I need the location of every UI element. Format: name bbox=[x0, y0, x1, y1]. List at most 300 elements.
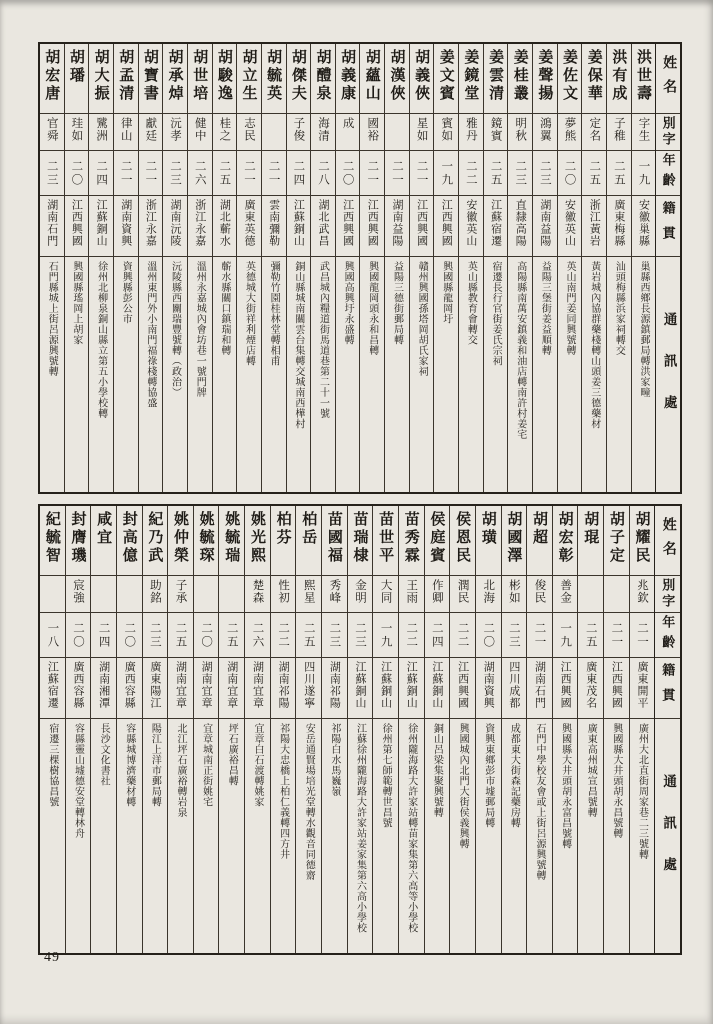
courtesy-name-cell: 北海 bbox=[476, 576, 501, 613]
address-cell: 長沙文化書社 bbox=[98, 723, 110, 786]
native-place-cell: 江蘇銅山 bbox=[287, 196, 311, 257]
name-cell: 胡子定 bbox=[604, 506, 629, 576]
courtesy-name-cell: 助銘 bbox=[143, 576, 168, 613]
native-place-cell: 湖南益陽 bbox=[533, 196, 557, 257]
address-cell: 祁陽大忠橋上柏仁義轉四方井 bbox=[277, 723, 289, 860]
age-cell: 二三 bbox=[502, 613, 527, 658]
name-cell: 胡璜 bbox=[476, 506, 501, 576]
age-cell: 二八 bbox=[311, 151, 335, 196]
name-cell: 苗世平 bbox=[373, 506, 398, 576]
entry-column bbox=[116, 506, 142, 953]
courtesy-name-cell: 志民 bbox=[237, 114, 261, 151]
name-cell: 柏岳 bbox=[296, 506, 321, 576]
address-cell: 贛州興國孫塔岡胡氏家祠 bbox=[416, 261, 428, 377]
age-cell: 二〇 bbox=[66, 613, 91, 658]
name-cell: 胡孟清 bbox=[114, 44, 138, 114]
address-cell: 興國縣瑤岡上胡家 bbox=[70, 261, 82, 345]
address-cell: 興國高興圩永盛轉 bbox=[342, 261, 354, 345]
native-place-cell: 江蘇銅山 bbox=[425, 658, 450, 719]
age-cell: 二三 bbox=[533, 151, 557, 196]
courtesy-name-cell bbox=[91, 576, 116, 613]
entry-column bbox=[65, 506, 91, 953]
name-cell: 紀毓智 bbox=[40, 506, 65, 576]
entry-column bbox=[64, 44, 89, 492]
native-place-cell: 江蘇銅山 bbox=[348, 658, 373, 719]
entry-column bbox=[483, 44, 508, 492]
age-cell: 二一 bbox=[139, 151, 163, 196]
native-place-cell: 浙江黃岩 bbox=[582, 196, 606, 257]
courtesy-name-cell: 桂之 bbox=[213, 114, 237, 151]
courtesy-name-cell: 雅丹 bbox=[459, 114, 483, 151]
entry-column bbox=[409, 44, 434, 492]
address-cell: 興國城內北門大街侯義興轉 bbox=[457, 723, 469, 849]
name-cell: 侯恩民 bbox=[450, 506, 475, 576]
courtesy-name-cell: 律山 bbox=[114, 114, 138, 151]
entry-column bbox=[501, 506, 527, 953]
name-cell: 胡國澤 bbox=[502, 506, 527, 576]
address-cell: 英山南門姜同興號轉 bbox=[564, 261, 576, 356]
address-cell: 英山縣教育會轉交 bbox=[465, 261, 477, 345]
address-cell: 興國縣大井頭胡永富昌號轉 bbox=[559, 723, 571, 849]
entry-column bbox=[244, 506, 270, 953]
courtesy-name-cell: 星如 bbox=[410, 114, 434, 151]
address-cell: 武昌城內糧道街馬道巷第二十一號 bbox=[317, 261, 329, 419]
address-cell: 彌勒竹園桂林堂轉相甫 bbox=[268, 261, 280, 366]
address-cell: 容縣靈山墟德安堂轉林舟 bbox=[72, 723, 84, 839]
name-cell: 姜聲揚 bbox=[533, 44, 557, 114]
address-cell: 資興東鄉彭市墟郵局轉 bbox=[482, 723, 494, 828]
native-place-cell: 廣東英德 bbox=[237, 196, 261, 257]
courtesy-name-cell: 子俊 bbox=[287, 114, 311, 151]
name-cell: 胡蘊山 bbox=[360, 44, 384, 114]
native-place-cell: 江蘇銅山 bbox=[373, 658, 398, 719]
name-cell: 姚仲榮 bbox=[168, 506, 193, 576]
age-cell: 二五 bbox=[607, 151, 631, 196]
page-number: 49 bbox=[44, 950, 60, 965]
entry-column bbox=[310, 44, 335, 492]
courtesy-name-cell bbox=[117, 576, 142, 613]
address-cell: 汕頭梅縣浜家祠轉交 bbox=[613, 261, 625, 356]
address-cell: 石門中學校友會或上街呂源興號轉 bbox=[533, 723, 545, 881]
age-cell: 二三 bbox=[508, 151, 532, 196]
native-place-cell: 廣東開平 bbox=[630, 658, 655, 719]
name-cell: 胡立生 bbox=[237, 44, 261, 114]
age-cell: 二五 bbox=[213, 151, 237, 196]
entry-column bbox=[526, 506, 552, 953]
address-cell: 徐州第七師範轉世昌號 bbox=[380, 723, 392, 828]
label-name: 姓名 bbox=[656, 44, 680, 114]
native-place-cell: 江蘇宿遷 bbox=[484, 196, 508, 257]
native-place-cell: 江西興國 bbox=[553, 658, 578, 719]
native-place-cell: 江西興國 bbox=[360, 196, 384, 257]
address-cell: 祁陽白水馬巍嶺 bbox=[328, 723, 340, 797]
age-cell: 二四 bbox=[425, 613, 450, 658]
name-cell: 胡璠 bbox=[65, 44, 89, 114]
address-cell: 安岳通賢場培光堂轉水觀音同德齋 bbox=[303, 723, 315, 881]
native-place-cell: 廣東茂名 bbox=[578, 658, 603, 719]
courtesy-name-cell: 字生 bbox=[632, 114, 656, 151]
label-courtesy-name: 別字 bbox=[656, 114, 680, 151]
address-cell: 沅陵縣西關瑞豐號轉（政治） bbox=[169, 261, 181, 398]
courtesy-name-cell: 熙星 bbox=[296, 576, 321, 613]
age-cell: 二二 bbox=[399, 613, 424, 658]
label-courtesy-name: 別字 bbox=[655, 576, 680, 613]
native-place-cell: 湖北武昌 bbox=[311, 196, 335, 257]
age-cell: 一九 bbox=[553, 613, 578, 658]
courtesy-name-cell: 賓如 bbox=[434, 114, 458, 151]
native-place-cell: 江西興國 bbox=[410, 196, 434, 257]
label-age: 年齡 bbox=[656, 151, 680, 196]
age-cell: 二一 bbox=[604, 613, 629, 658]
age-cell: 二五 bbox=[484, 151, 508, 196]
age-cell: 二四 bbox=[287, 151, 311, 196]
courtesy-name-cell: 俊民 bbox=[527, 576, 552, 613]
entry-column bbox=[270, 506, 296, 953]
address-cell: 益陽三德街郵局轉 bbox=[391, 261, 403, 345]
entry-column bbox=[167, 506, 193, 953]
courtesy-name-cell: 金明 bbox=[348, 576, 373, 613]
name-cell: 胡琨 bbox=[578, 506, 603, 576]
age-cell: 二四 bbox=[91, 613, 116, 658]
name-cell: 咸宜 bbox=[91, 506, 116, 576]
address-cell: 廣州大北直街周家巷二三號轉 bbox=[636, 723, 648, 860]
native-place-cell: 廣西容縣 bbox=[66, 658, 91, 719]
courtesy-name-cell: 作卿 bbox=[425, 576, 450, 613]
courtesy-name-cell bbox=[262, 114, 286, 151]
name-cell: 姚毓瑞 bbox=[219, 506, 244, 576]
courtesy-name-cell: 性初 bbox=[271, 576, 296, 613]
courtesy-name-cell: 夢熊 bbox=[558, 114, 582, 151]
age-cell: 二一 bbox=[527, 613, 552, 658]
name-cell: 苗秀霖 bbox=[399, 506, 424, 576]
age-cell: 二五 bbox=[578, 613, 603, 658]
entry-column bbox=[261, 44, 286, 492]
native-place-cell: 江西興國 bbox=[336, 196, 360, 257]
address-cell: 溫州永嘉城內會坊巷一號門牌 bbox=[194, 261, 206, 398]
age-cell: 二一 bbox=[237, 151, 261, 196]
label-native-place: 籍貫 bbox=[655, 658, 680, 719]
entry-column bbox=[507, 44, 532, 492]
name-cell: 紀乃武 bbox=[143, 506, 168, 576]
native-place-cell: 江蘇銅山 bbox=[399, 658, 424, 719]
roster-table-lower bbox=[38, 504, 682, 955]
courtesy-name-cell bbox=[40, 576, 65, 613]
native-place-cell: 直隸高陽 bbox=[508, 196, 532, 257]
name-cell: 柏芬 bbox=[271, 506, 296, 576]
courtesy-name-cell: 海清 bbox=[311, 114, 335, 151]
name-cell: 洪世壽 bbox=[632, 44, 656, 114]
address-cell: 高陽縣南萬安鎮義和油店轉南許村姜宅 bbox=[514, 261, 526, 440]
address-cell: 溫州東門外小南門福祿棧轉協盛 bbox=[144, 261, 156, 408]
entry-column bbox=[532, 44, 557, 492]
address-cell: 宜章城南正街姚宅 bbox=[200, 723, 212, 807]
age-cell: 二一 bbox=[410, 151, 434, 196]
courtesy-name-cell: 鏡賓 bbox=[484, 114, 508, 151]
courtesy-name-cell bbox=[385, 114, 409, 151]
name-cell: 胡毓英 bbox=[262, 44, 286, 114]
age-cell: 二三 bbox=[348, 613, 373, 658]
age-cell: 二〇 bbox=[476, 613, 501, 658]
address-cell: 英德城大街祥利煙店轉 bbox=[243, 261, 255, 366]
name-cell: 姜桂叢 bbox=[508, 44, 532, 114]
address-cell: 黃岩城內協群藥棧轉山頭姜三德藥材 bbox=[588, 261, 600, 429]
address-cell: 銅山縣城南關雲台集轉交城南西樺村 bbox=[292, 261, 304, 429]
native-place-cell: 浙江永嘉 bbox=[188, 196, 212, 257]
courtesy-name-cell: 大同 bbox=[373, 576, 398, 613]
courtesy-name-cell: 獻廷 bbox=[139, 114, 163, 151]
entry-column bbox=[629, 506, 655, 953]
native-place-cell: 湖北蘄水 bbox=[213, 196, 237, 257]
age-cell: 二五 bbox=[219, 613, 244, 658]
native-place-cell: 江西興國 bbox=[65, 196, 89, 257]
address-cell: 坪石廣裕昌轉 bbox=[226, 723, 238, 786]
entry-column bbox=[138, 44, 163, 492]
native-place-cell: 四川成都 bbox=[502, 658, 527, 719]
name-cell: 胡世培 bbox=[188, 44, 212, 114]
courtesy-name-cell: 兆欽 bbox=[630, 576, 655, 613]
entry-column bbox=[212, 44, 237, 492]
courtesy-name-cell: 騭洲 bbox=[89, 114, 113, 151]
address-cell: 廣東高州城宣昌號轉 bbox=[585, 723, 597, 818]
name-cell: 胡寶書 bbox=[139, 44, 163, 114]
native-place-cell: 廣西容縣 bbox=[117, 658, 142, 719]
native-place-cell: 江西興國 bbox=[450, 658, 475, 719]
name-cell: 姜文賓 bbox=[434, 44, 458, 114]
name-cell: 胡傑夫 bbox=[287, 44, 311, 114]
address-cell: 興國縣龍岡圩 bbox=[440, 261, 452, 324]
courtesy-name-cell bbox=[219, 576, 244, 613]
name-cell: 姚毓琛 bbox=[194, 506, 219, 576]
name-cell: 姜保華 bbox=[582, 44, 606, 114]
native-place-cell: 廣東梅縣 bbox=[607, 196, 631, 257]
courtesy-name-cell bbox=[578, 576, 603, 613]
name-cell: 胡宏彰 bbox=[553, 506, 578, 576]
name-cell: 封高億 bbox=[117, 506, 142, 576]
native-place-cell: 湖南益陽 bbox=[385, 196, 409, 257]
entry-column bbox=[162, 44, 187, 492]
courtesy-name-cell bbox=[194, 576, 219, 613]
name-cell: 胡宏唐 bbox=[40, 44, 64, 114]
age-cell: 二一 bbox=[630, 613, 655, 658]
name-cell: 苗瑞棣 bbox=[348, 506, 373, 576]
age-cell: 二一 bbox=[360, 151, 384, 196]
native-place-cell: 江蘇銅山 bbox=[89, 196, 113, 257]
address-cell: 巢縣西鄉長源鎮郵局轉洪家疃 bbox=[638, 261, 650, 398]
name-cell: 苗國福 bbox=[322, 506, 347, 576]
age-cell: 二四 bbox=[89, 151, 113, 196]
name-cell: 封膺璣 bbox=[66, 506, 91, 576]
row-labels-column bbox=[654, 506, 680, 953]
name-cell: 姚光熙 bbox=[245, 506, 270, 576]
address-cell: 宿遷長行官街姜氏宗祠 bbox=[490, 261, 502, 366]
native-place-cell: 江蘇宿遷 bbox=[40, 658, 65, 719]
courtesy-name-cell: 明秋 bbox=[508, 114, 532, 151]
courtesy-name-cell: 健中 bbox=[188, 114, 212, 151]
name-cell: 胡耀民 bbox=[630, 506, 655, 576]
entry-column bbox=[295, 506, 321, 953]
entry-column bbox=[187, 44, 212, 492]
entry-column bbox=[90, 506, 116, 953]
age-cell: 二〇 bbox=[558, 151, 582, 196]
age-cell: 一八 bbox=[40, 613, 65, 658]
courtesy-name-cell: 子承 bbox=[168, 576, 193, 613]
native-place-cell: 安徽巢縣 bbox=[632, 196, 656, 257]
entry-column bbox=[286, 44, 311, 492]
courtesy-name-cell: 楚森 bbox=[245, 576, 270, 613]
age-cell: 二六 bbox=[245, 613, 270, 658]
address-cell: 興國龍岡頭永和昌轉 bbox=[366, 261, 378, 356]
entry-column bbox=[218, 506, 244, 953]
courtesy-name-cell: 成 bbox=[336, 114, 360, 151]
address-cell: 成都東大街森記藥房轉 bbox=[508, 723, 520, 828]
courtesy-name-cell: 善金 bbox=[553, 576, 578, 613]
courtesy-name-cell: 彬如 bbox=[502, 576, 527, 613]
name-cell: 胡大振 bbox=[89, 44, 113, 114]
courtesy-name-cell bbox=[604, 576, 629, 613]
age-cell: 二三 bbox=[322, 613, 347, 658]
native-place-cell: 湖南石門 bbox=[40, 196, 64, 257]
label-age: 年齡 bbox=[655, 613, 680, 658]
entry-column bbox=[631, 44, 656, 492]
address-cell: 容縣城博濟藥材轉 bbox=[123, 723, 135, 807]
native-place-cell: 安徽英山 bbox=[459, 196, 483, 257]
name-cell: 胡義康 bbox=[336, 44, 360, 114]
address-cell: 北江坪石廣裕轉岩泉 bbox=[175, 723, 187, 818]
native-place-cell: 湖南資興 bbox=[114, 196, 138, 257]
age-cell: 二〇 bbox=[117, 613, 142, 658]
courtesy-name-cell: 潤民 bbox=[450, 576, 475, 613]
entry-column bbox=[40, 506, 65, 953]
courtesy-name-cell: 秀峰 bbox=[322, 576, 347, 613]
address-cell: 資興縣彭公市 bbox=[120, 261, 132, 324]
age-cell: 二〇 bbox=[65, 151, 89, 196]
age-cell: 二六 bbox=[188, 151, 212, 196]
age-cell: 二一 bbox=[262, 151, 286, 196]
address-cell: 益陽三堡街姜益順轉 bbox=[539, 261, 551, 356]
label-name: 姓名 bbox=[655, 506, 680, 576]
native-place-cell: 湖南祁陽 bbox=[322, 658, 347, 719]
entry-column bbox=[475, 506, 501, 953]
courtesy-name-cell: 定名 bbox=[582, 114, 606, 151]
native-place-cell: 浙江永嘉 bbox=[139, 196, 163, 257]
native-place-cell: 四川遂寧 bbox=[296, 658, 321, 719]
address-cell: 石門縣城上街呂源興號轉 bbox=[46, 261, 58, 377]
native-place-cell: 江西興國 bbox=[604, 658, 629, 719]
entry-column bbox=[236, 44, 261, 492]
entry-column bbox=[433, 44, 458, 492]
courtesy-name-cell: 王雨 bbox=[399, 576, 424, 613]
label-native-place: 籍貫 bbox=[656, 196, 680, 257]
entry-column bbox=[372, 506, 398, 953]
age-cell: 二五 bbox=[296, 613, 321, 658]
courtesy-name-cell: 沅孝 bbox=[163, 114, 187, 151]
entry-column bbox=[335, 44, 360, 492]
age-cell: 二〇 bbox=[336, 151, 360, 196]
entry-column bbox=[603, 506, 629, 953]
address-cell: 徐州北柳泉銅山縣立第五小學校轉 bbox=[95, 261, 107, 419]
native-place-cell: 湖南湘潭 bbox=[91, 658, 116, 719]
courtesy-name-cell: 宸強 bbox=[66, 576, 91, 613]
native-place-cell: 安徽英山 bbox=[558, 196, 582, 257]
name-cell: 胡駿逸 bbox=[213, 44, 237, 114]
age-cell: 二二 bbox=[271, 613, 296, 658]
entry-column bbox=[142, 506, 168, 953]
courtesy-name-cell: 官舜 bbox=[40, 114, 64, 151]
name-cell: 胡義俠 bbox=[410, 44, 434, 114]
address-cell: 徐州隴海路大許家站轉苗家集第六高等小學校 bbox=[405, 723, 417, 933]
name-cell: 姜雲清 bbox=[484, 44, 508, 114]
entry-column bbox=[321, 506, 347, 953]
entry-column bbox=[458, 44, 483, 492]
age-cell: 二〇 bbox=[194, 613, 219, 658]
entry-column bbox=[449, 506, 475, 953]
native-place-cell: 江西興國 bbox=[434, 196, 458, 257]
age-cell: 二二 bbox=[450, 613, 475, 658]
age-cell: 一九 bbox=[373, 613, 398, 658]
address-cell: 江蘇徐州隴海路大許家站姜家集第六高小學校 bbox=[354, 723, 366, 933]
entry-column bbox=[552, 506, 578, 953]
row-labels-column bbox=[655, 44, 680, 492]
native-place-cell: 湖南宜章 bbox=[245, 658, 270, 719]
name-cell: 胡醴泉 bbox=[311, 44, 335, 114]
entry-column bbox=[384, 44, 409, 492]
age-cell: 二三 bbox=[143, 613, 168, 658]
entry-column bbox=[577, 506, 603, 953]
entry-column bbox=[193, 506, 219, 953]
name-cell: 侯庭賓 bbox=[425, 506, 450, 576]
address-cell: 陽江上洋市郵局轉 bbox=[149, 723, 161, 807]
courtesy-name-cell: 國裕 bbox=[360, 114, 384, 151]
native-place-cell: 雲南彌勒 bbox=[262, 196, 286, 257]
native-place-cell: 湖南宜章 bbox=[168, 658, 193, 719]
age-cell: 二五 bbox=[582, 151, 606, 196]
name-cell: 姜鏡堂 bbox=[459, 44, 483, 114]
age-cell: 一九 bbox=[434, 151, 458, 196]
entry-column bbox=[347, 506, 373, 953]
native-place-cell: 湖南宜章 bbox=[194, 658, 219, 719]
age-cell: 二三 bbox=[40, 151, 64, 196]
name-cell: 胡承焯 bbox=[163, 44, 187, 114]
age-cell: 二一 bbox=[114, 151, 138, 196]
age-cell: 二一 bbox=[385, 151, 409, 196]
entry-column bbox=[40, 44, 64, 492]
entry-column bbox=[359, 44, 384, 492]
age-cell: 二二 bbox=[459, 151, 483, 196]
courtesy-name-cell: 鴻翼 bbox=[533, 114, 557, 151]
entry-column bbox=[113, 44, 138, 492]
entry-column bbox=[581, 44, 606, 492]
native-place-cell: 湖南資興 bbox=[476, 658, 501, 719]
entry-column bbox=[606, 44, 631, 492]
address-cell: 宜章白石渡轉姚家 bbox=[251, 723, 263, 807]
name-cell: 姜佐文 bbox=[558, 44, 582, 114]
name-cell: 胡漢俠 bbox=[385, 44, 409, 114]
native-place-cell: 湖南石門 bbox=[527, 658, 552, 719]
address-cell: 蘄水縣關口鎮瑞和轉 bbox=[218, 261, 230, 356]
address-cell: 興國縣大井頭胡永昌號轉 bbox=[610, 723, 622, 839]
address-cell: 宿遷三棵樹協昌號 bbox=[46, 723, 58, 807]
name-cell: 洪有成 bbox=[607, 44, 631, 114]
courtesy-name-cell: 珪如 bbox=[65, 114, 89, 151]
native-place-cell: 湖南宜章 bbox=[219, 658, 244, 719]
label-address: 通訊處 bbox=[661, 312, 677, 437]
address-cell: 銅山呂梁集聚興號轉 bbox=[431, 723, 443, 818]
label-address: 通訊處 bbox=[661, 773, 677, 899]
native-place-cell: 廣東陽江 bbox=[143, 658, 168, 719]
age-cell: 二五 bbox=[168, 613, 193, 658]
native-place-cell: 湖南沅陵 bbox=[163, 196, 187, 257]
entry-column bbox=[424, 506, 450, 953]
